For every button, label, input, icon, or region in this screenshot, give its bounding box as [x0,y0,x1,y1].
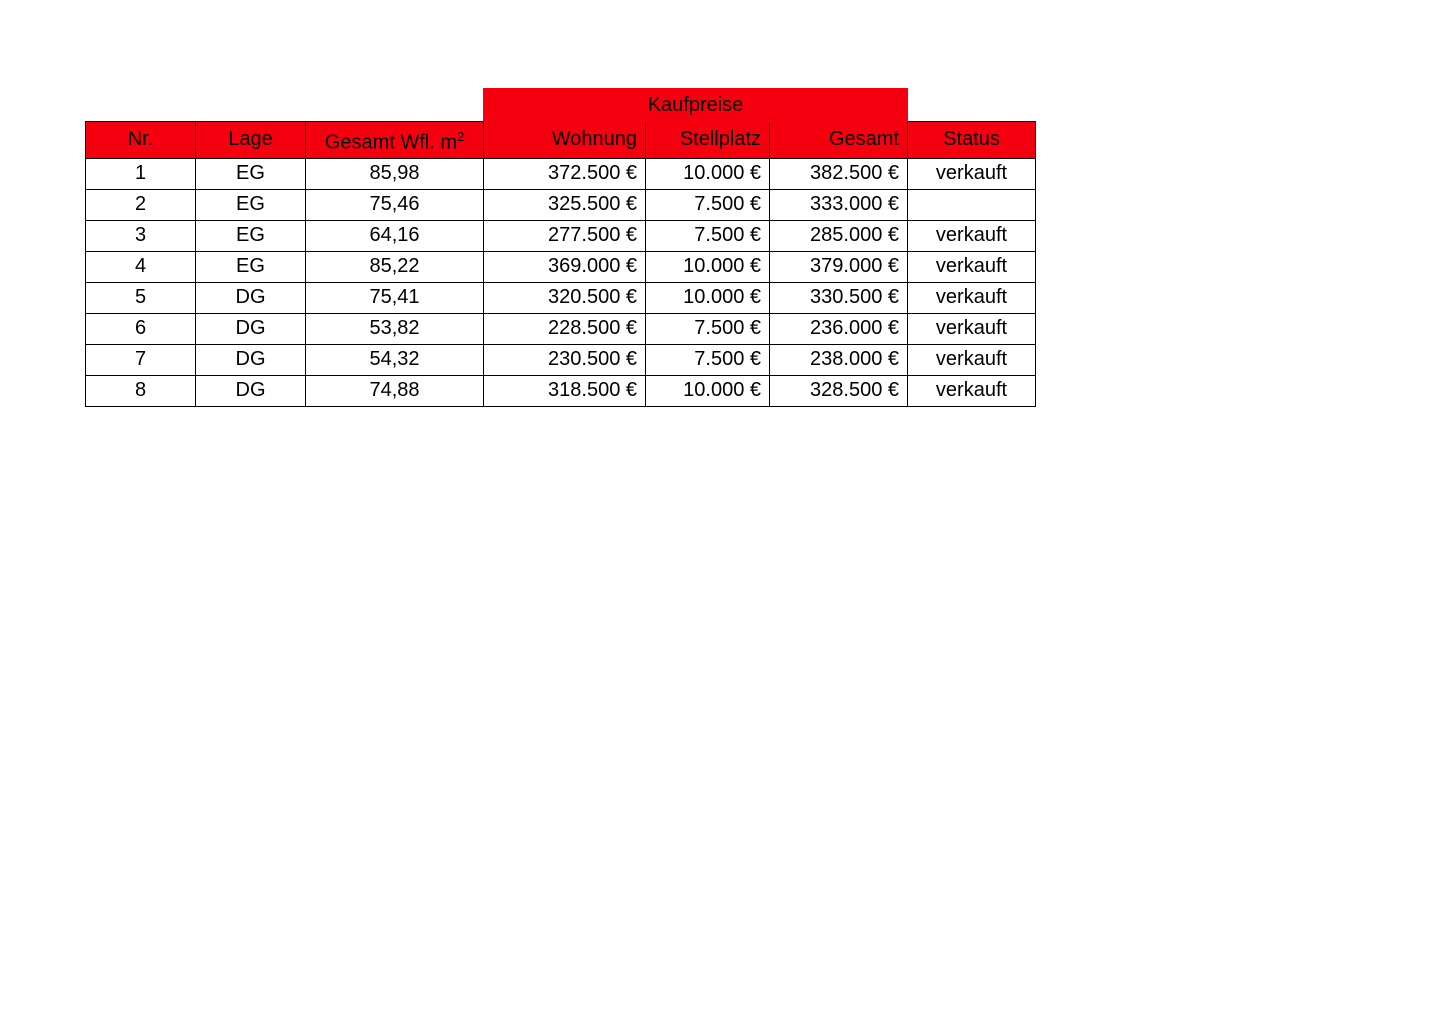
group-header-row [86,89,1036,122]
cell-nr: 3 [86,220,196,251]
spacer-cell [196,89,306,122]
cell-stellplatz: 10.000 € [646,158,770,189]
cell-lage: DG [196,344,306,375]
column-header-lage: Lage [196,122,306,159]
column-header-wfl-text: Gesamt Wfl. m [324,131,457,154]
cell-wfl: 75,41 [306,282,484,313]
column-header-wohnung: Wohnung [484,122,646,159]
column-header-status: Status [908,122,1036,159]
cell-lage: EG [196,189,306,220]
cell-wfl: 85,22 [306,251,484,282]
column-header-gesamt: Gesamt [770,122,908,159]
cell-wfl: 85,98 [306,158,484,189]
group-header-kaufpreise: Kaufpreise [484,89,908,122]
cell-gesamt: 379.000 € [770,251,908,282]
cell-gesamt: 285.000 € [770,220,908,251]
cell-wfl: 75,46 [306,189,484,220]
cell-status: verkauft [908,313,1036,344]
cell-status: verkauft [908,344,1036,375]
spacer-cell [306,89,484,122]
cell-gesamt: 333.000 € [770,189,908,220]
spacer-cell [86,89,196,122]
cell-lage: DG [196,313,306,344]
spacer-cell [908,89,1036,122]
cell-wohnung: 318.500 € [484,375,646,406]
price-table [85,88,1036,407]
table-row [86,158,1036,189]
cell-stellplatz: 7.500 € [646,344,770,375]
cell-stellplatz: 7.500 € [646,189,770,220]
cell-wohnung: 325.500 € [484,189,646,220]
cell-nr: 8 [86,375,196,406]
table-row [86,282,1036,313]
cell-status: verkauft [908,251,1036,282]
cell-gesamt: 238.000 € [770,344,908,375]
column-header-nr: Nr. [86,122,196,159]
cell-wohnung: 372.500 € [484,158,646,189]
column-header-wfl [306,122,484,159]
cell-nr: 1 [86,158,196,189]
cell-lage: EG [196,251,306,282]
cell-status: verkauft [908,158,1036,189]
table-row [86,375,1036,406]
column-header-stellplatz: Stellplatz [646,122,770,159]
cell-wohnung: 277.500 € [484,220,646,251]
column-header-wfl-superscript: 2 [457,129,465,144]
cell-wfl: 53,82 [306,313,484,344]
cell-wfl: 54,32 [306,344,484,375]
table-row [86,251,1036,282]
cell-gesamt: 330.500 € [770,282,908,313]
cell-wfl: 74,88 [306,375,484,406]
cell-nr: 2 [86,189,196,220]
cell-wohnung: 228.500 € [484,313,646,344]
cell-wohnung: 320.500 € [484,282,646,313]
cell-wohnung: 230.500 € [484,344,646,375]
table-row [86,313,1036,344]
cell-gesamt: 382.500 € [770,158,908,189]
cell-stellplatz: 7.500 € [646,220,770,251]
cell-lage: DG [196,282,306,313]
cell-lage: DG [196,375,306,406]
table-row [86,189,1036,220]
cell-lage: EG [196,220,306,251]
cell-gesamt: 328.500 € [770,375,908,406]
cell-gesamt: 236.000 € [770,313,908,344]
cell-stellplatz: 10.000 € [646,282,770,313]
table-row [86,220,1036,251]
cell-stellplatz: 7.500 € [646,313,770,344]
cell-wfl: 64,16 [306,220,484,251]
cell-status: verkauft [908,375,1036,406]
table-row [86,344,1036,375]
cell-nr: 7 [86,344,196,375]
column-header-row [86,122,1036,159]
cell-stellplatz: 10.000 € [646,375,770,406]
cell-nr: 5 [86,282,196,313]
cell-status: verkauft [908,220,1036,251]
cell-wohnung: 369.000 € [484,251,646,282]
cell-status [908,189,1036,220]
cell-nr: 4 [86,251,196,282]
cell-lage: EG [196,158,306,189]
cell-status: verkauft [908,282,1036,313]
cell-stellplatz: 10.000 € [646,251,770,282]
cell-nr: 6 [86,313,196,344]
